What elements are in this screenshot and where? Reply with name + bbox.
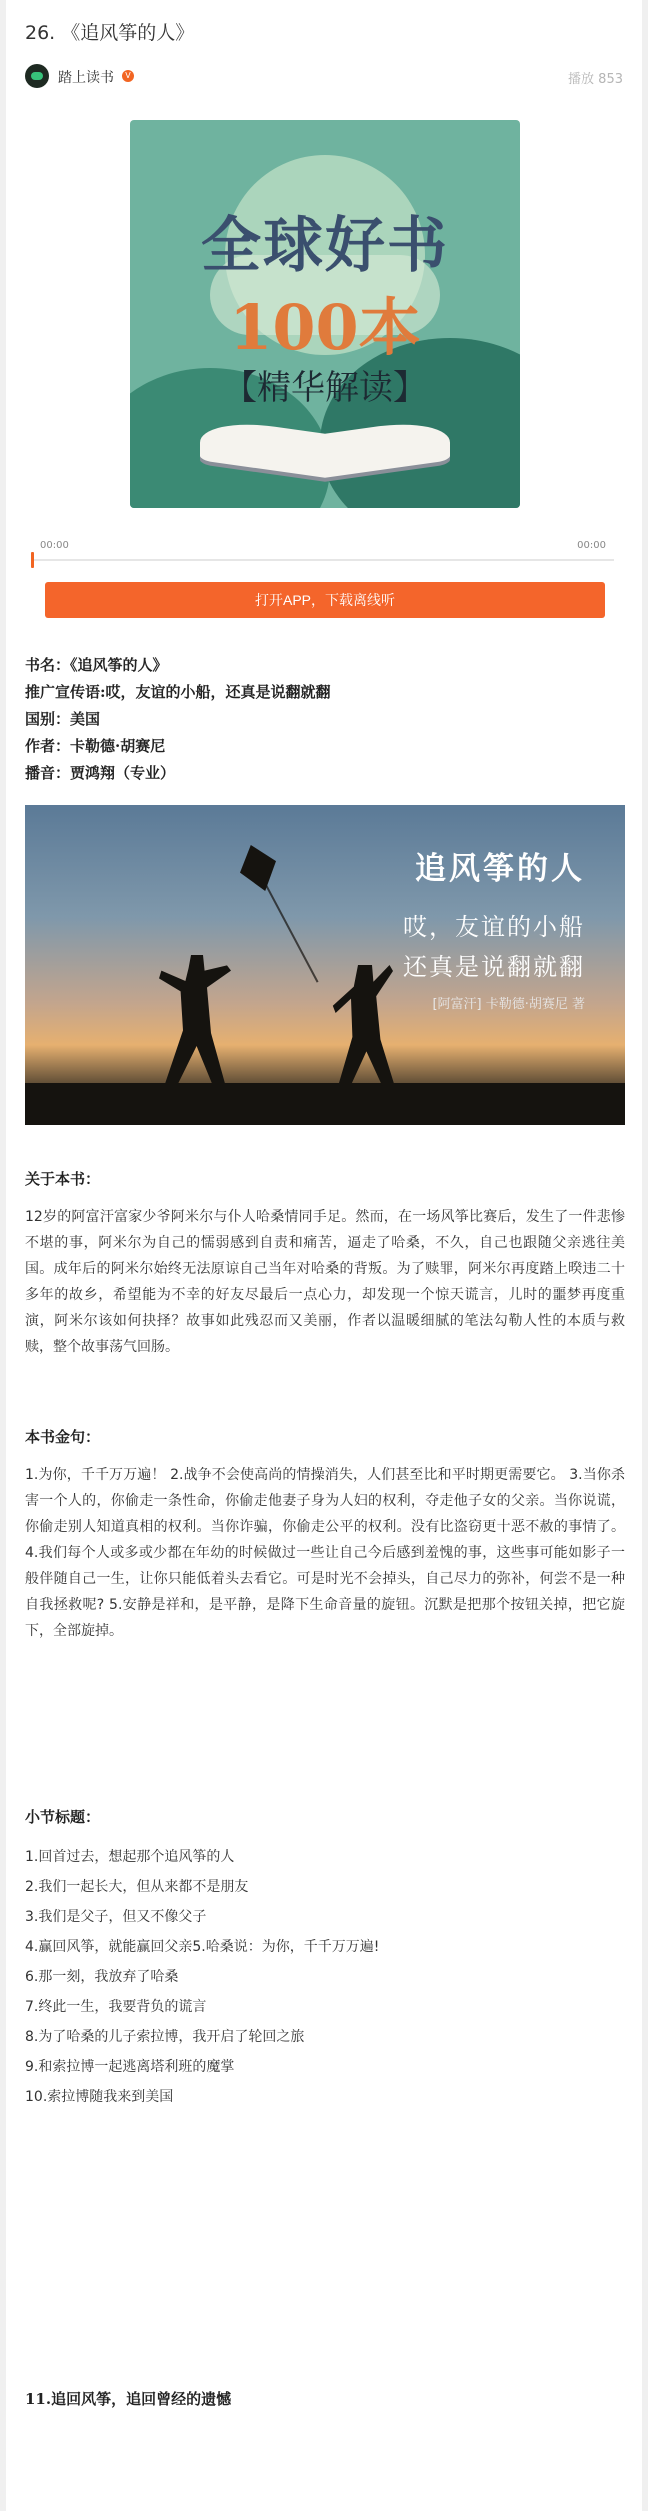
child-silhouette [155,955,235,1085]
cover-number: 100本 [229,291,421,364]
chapter-item: 3.我们是父子，但又不像父子 [25,1909,207,1925]
banner-author: [阿富汗] 卡勒德·胡赛尼 著 [432,997,585,1012]
about-heading: 关于本书： [25,1170,101,1188]
banner-subtitle-2: 还真是说翻就翻 [403,953,585,981]
about-text: 12岁的阿富汗富家少爷阿米尔与仆人哈桑情同手足。然而，在一场风筝比赛后，发生了一件悲惨不堪的事，阿米尔为自己的懦弱感到自责和痛苦，逼走了哈桑，不久，自己也跟随父亲逃往美国。成年后的阿米尔始终无法原谅自己当年对哈桑的背叛。为了赎罪，阿米尔再度踏上暌违二十多年的故乡，希望能为不幸的好友尽最后一点心力，却发现一个惊天谎言，儿时的噩梦再度重演，阿米尔该如何抉择？故事如此残忍而又美丽，作者以温暖细腻的笔法勾勒人性的本质与救赎，整个故事荡气回肠。 [25,1209,625,1355]
total-time: 00:00 [577,540,606,551]
author-row [25,62,623,92]
verified-badge-icon: V [122,70,134,82]
author-name[interactable]: 踏上读书 [58,70,114,86]
quotes-text: 1.为你，千千万万遍！ 2.战争不会使高尚的情操消失，人们甚至比和平时期更需要它。 3.当你杀害一个人的，你偷走一条性命，你偷走他妻子身为人妇的权利，夺走他子女的父亲。当你说谎，你偷走别人知道真相的权利。当你诈骗，你偷走公平的权利。没有比盗窃更十恶不赦的事情了。4.我们每个人或多或少都在年幼的时候做过一些让自己今后感到羞愧的事，这些事可能如影子一般伴随自己一生，让你只能低着头去看它。可是时光不会掉头，自己尽力的弥补，何尝不是一种自我拯救呢? 5.安静是祥和，是平静，是降下生命音量的旋钮。沉默是把那个按钮关掉，把它旋下，全部旋掉。 [25,1467,625,1639]
grass-silhouette [25,1083,625,1125]
chapter-item: 4.赢回风筝，就能赢回父亲5.哈桑说：为你，千千万万遍! [25,1939,380,1955]
play-count: 播放 853 [568,72,623,87]
quotes-heading: 本书金句： [25,1428,101,1446]
progress-track[interactable] [32,559,614,561]
progress-handle[interactable] [31,552,34,568]
banner-title: 追风筝的人 [415,851,585,887]
meta-narrator: 播音：贾鸿翔（专业） [25,764,176,782]
current-time: 00:00 [40,540,69,551]
meta-book-name: 书名：《追风筝的人》 [25,656,168,674]
chapter-item: 10.索拉博随我来到美国 [25,2089,174,2105]
cover-title: 全球好书 [201,211,449,281]
audio-player [32,540,614,570]
chapter-item: 8.为了哈桑的儿子索拉博，我开启了轮回之旅 [25,2029,305,2045]
meta-country: 国别：美国 [25,710,101,728]
audio-cover-image [130,120,520,508]
author-avatar[interactable] [25,64,49,88]
cover-subtitle: 【精华解读】 [223,368,427,408]
meta-slogan: 推广宣传语:哎，友谊的小船，还真是说翻就翻 [25,683,331,701]
child-silhouette [330,965,400,1085]
chapter-item: 9.和索拉博一起逃离塔利班的魔掌 [25,2059,235,2075]
open-book-icon [200,415,450,475]
banner-subtitle-1: 哎，友谊的小船 [403,913,585,941]
open-app-button[interactable]: 打开APP，下载离线听 [45,582,605,618]
meta-author: 作者：卡勒德·胡赛尼 [25,737,166,755]
chapter-item: 6.那一刻，我放弃了哈桑 [25,1969,179,1985]
article-title: 26. 《追风筝的人》 [25,22,195,44]
chapter-item: 1.回首过去，想起那个追风筝的人 [25,1849,235,1865]
book-meta [25,652,623,787]
chapters-heading: 小节标题： [25,1808,101,1826]
kite-string [265,885,318,983]
kite-silhouette [240,845,276,891]
chapter-item: 7.终此一生，我要背负的谎言 [25,1999,207,2015]
left-border [0,0,6,2511]
chapters-list [25,1842,625,2112]
book-banner-image [25,805,625,1125]
chapter-11-heading: 11.追回风筝，追回曾经的遗憾 [25,2390,232,2408]
chapter-item: 2.我们一起长大，但从来都不是朋友 [25,1879,249,1895]
right-border [642,0,648,2511]
